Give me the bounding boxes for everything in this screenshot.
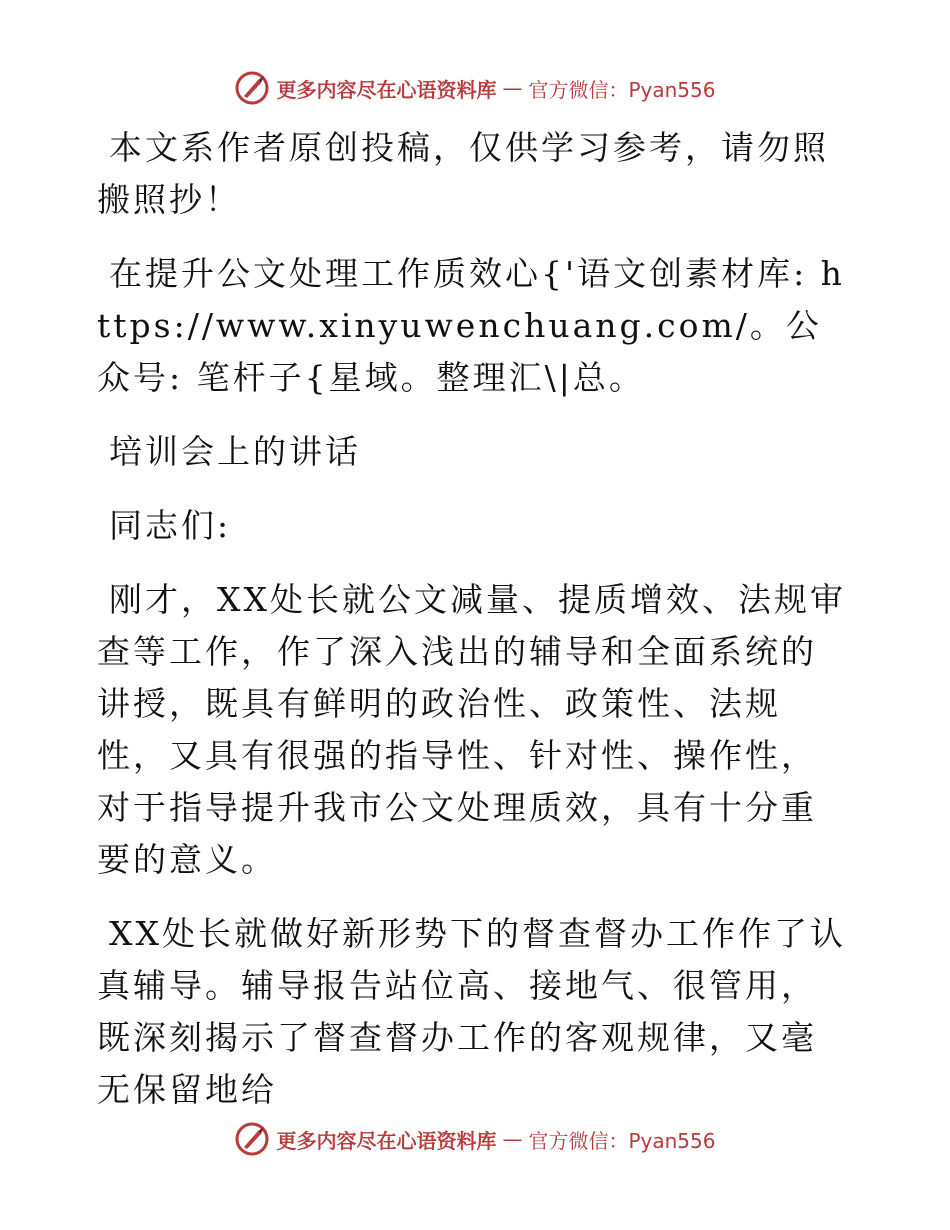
banner-separator: —: [502, 76, 523, 100]
banner-wechat-text: 官方微信：Pyan556: [528, 77, 716, 102]
quill-logo-icon: [234, 70, 270, 106]
document-body: [97, 122, 849, 1138]
paragraph-title: 培训会上的讲话: [109, 432, 361, 471]
header-banner: [0, 68, 950, 108]
banner-wechat-text: 官方微信：Pyan556: [528, 1128, 716, 1153]
quill-logo-icon: [234, 1121, 270, 1157]
paragraph-source: 在提升公文处理工作质效心{'语文创素材库: https://www.xinyuwenchuang.com/。公众号: 笔杆子{星域。整理汇\|总。: [97, 254, 845, 397]
paragraph-body-1: 刚才，XX处长就公文减量、提质增效、法规审查等工作，作了深入浅出的辅导和全面系统的讲授，既具有鲜明的政治性、政策性、法规性，又具有很强的指导性、针对性、操作性，对于指导提升我市公文处理质效，具有十分重要的意义。: [97, 580, 846, 879]
banner-brand-text: 更多内容尽在心语资料库: [276, 1128, 497, 1153]
paragraph-body-2: XX处长就做好新形势下的督查督办工作作了认真辅导。辅导报告站位高、接地气、很管用，既深刻揭示了督查督办工作的客观规律，又毫无保留地给: [97, 914, 846, 1109]
footer-banner: [0, 1119, 950, 1159]
paragraph-salutation: 同志们:: [109, 506, 232, 545]
banner-brand-text: 更多内容尽在心语资料库: [276, 77, 497, 102]
paragraph-notice: 本文系作者原创投稿，仅供学习参考，请勿照搬照抄！: [97, 128, 829, 219]
banner-separator: —: [502, 1127, 523, 1151]
